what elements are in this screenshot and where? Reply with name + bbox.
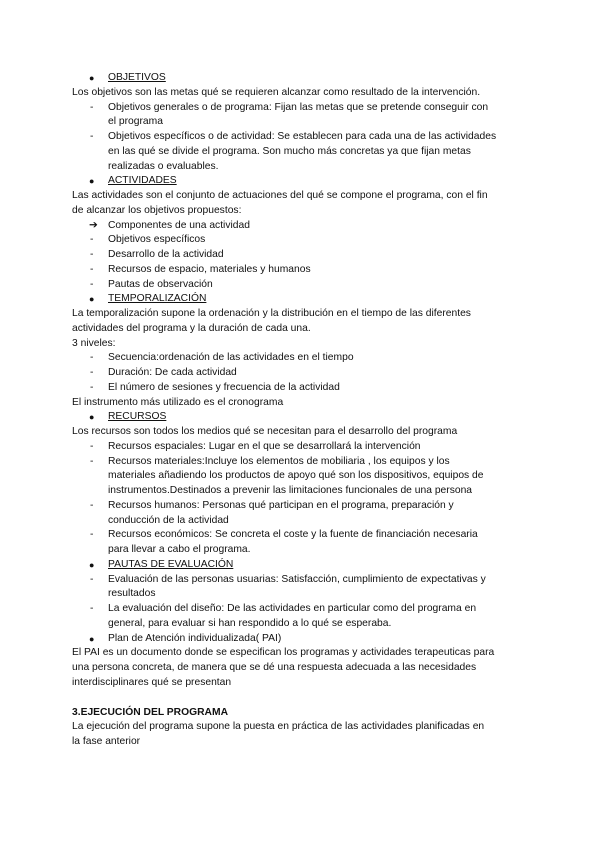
bullet-icon: ● — [89, 294, 95, 305]
bullet-icon: ● — [89, 412, 95, 423]
dash-marker: - — [90, 101, 94, 113]
bullet-icon: ● — [89, 559, 95, 570]
section-title — [72, 292, 532, 307]
list-item-line: La evaluación del diseño: De las actividades en particular como del programa en — [108, 603, 477, 614]
list-item-line: Recursos espaciales: Lugar en el que se desarrollará la intervención — [108, 440, 421, 452]
section-3 — [72, 410, 532, 558]
arrow-icon: ➔ — [89, 219, 98, 231]
section-2 — [72, 292, 532, 410]
list-item — [72, 351, 532, 366]
list-item — [72, 130, 532, 174]
list-item — [72, 440, 532, 455]
paragraph-line: El PAI es un documento donde se especifican los programas y actividades terapeuticas para — [72, 647, 495, 659]
bullet-icon: ● — [89, 176, 95, 187]
section-title-text: ACTIVIDADES — [108, 175, 177, 187]
list-item — [72, 248, 532, 263]
document-body — [72, 71, 532, 750]
section-1 — [72, 174, 532, 292]
paragraph-line: Las actividades son el conjunto de actuaciones del qué se compone el programa, con el fin — [72, 190, 488, 201]
list-item-line: Recursos económicos: Se concreta el coste y la fuente de financiación necesaria — [108, 529, 478, 541]
list-item-line: Evaluación de las personas usuarias: Satisfacción, cumplimiento de expectativas y — [108, 573, 486, 585]
dash-marker: - — [90, 352, 94, 364]
list-item-line: Desarrollo de la actividad — [108, 249, 224, 260]
list-item-line: Recursos materiales:Incluye los elementos de mobiliaria , los equipos y los — [108, 455, 450, 467]
dash-marker: - — [90, 367, 94, 378]
paragraph-line: actividades del programa y la duración de cada una. — [72, 322, 311, 334]
dash-marker: - — [90, 278, 94, 290]
list-item-line: realizadas o evaluables. — [108, 160, 219, 172]
paragraph-line: Los objetivos son las metas qué se requieren alcanzar como resultado de la intervención. — [72, 86, 481, 98]
list-item — [72, 602, 532, 632]
list-item — [72, 233, 532, 248]
list-item-line: Pautas de observación — [108, 278, 213, 290]
list-item-line: instrumentos.Destinados a prevenir las limitaciones funcionales de una persona — [108, 485, 473, 496]
list-item-line: Duración: De cada actividad — [108, 367, 237, 378]
list-item — [72, 219, 532, 234]
list-item — [72, 101, 532, 131]
list-item-line: el programa — [108, 116, 163, 128]
list-item-line: Objetivos específicos o de actividad: Se establecen para cada una de las actividades — [108, 131, 497, 142]
section-title-text: OBJETIVOS — [108, 72, 166, 83]
list-item — [72, 573, 532, 603]
dash-marker: - — [90, 603, 94, 614]
list-item-line: conducción de la actividad — [108, 514, 229, 526]
list-item — [72, 528, 532, 558]
list-item-line: Componentes de una actividad — [108, 219, 250, 231]
list-item — [72, 278, 532, 293]
paragraph-line: La temporalización supone la ordenación y la distribución en el tiempo de las diferentes — [72, 308, 471, 319]
paragraph-line: una persona concreta, de manera que se dé una respuesta adecuada a las necesidades — [72, 662, 477, 673]
paragraph-line: La ejecución del programa supone la puesta en práctica de las actividades planificadas en — [72, 721, 485, 733]
list-item-line: Objetivos generales o de programa: Fijan las metas que se pretende conseguir con — [108, 101, 489, 113]
section-heading: 3.EJECUCIÓN DEL PROGRAMA — [72, 706, 229, 718]
list-item-line: para llevar a cabo el programa. — [108, 544, 251, 555]
dash-marker: - — [90, 131, 94, 142]
paragraph-line: 3 niveles: — [72, 337, 116, 349]
list-item — [72, 263, 532, 278]
paragraph-line: El instrumento más utilizado es el cronograma — [72, 396, 284, 408]
section-title — [72, 71, 532, 86]
dash-marker: - — [90, 263, 94, 275]
list-item-line: Recursos de espacio, materiales y humanos — [108, 263, 311, 275]
list-item-line: en las qué se divide el programa. Son mucho más concretas ya que fijan metas — [108, 145, 471, 157]
dash-marker: - — [90, 249, 94, 260]
list-item-line: El número de sesiones y frecuencia de la actividad — [108, 381, 340, 393]
paragraph-line: Los recursos son todos los medios qué se necesitan para el desarrollo del programa — [72, 426, 458, 437]
list-item-line: materiales añadiendo los productos de apoyo qué son los dispositivos, equipos de — [108, 470, 484, 482]
list-item-line: Secuencia:ordenación de las actividades en el tiempo — [108, 352, 354, 364]
dash-marker: - — [90, 529, 94, 541]
dash-marker: - — [90, 455, 94, 467]
dash-marker: - — [90, 440, 94, 452]
section-4 — [72, 558, 532, 691]
list-item-line: Plan de Atención individualizada( PAI) — [108, 632, 282, 644]
list-item — [72, 381, 532, 396]
bullet-icon: ● — [89, 633, 95, 644]
bullet-icon: ● — [89, 73, 95, 83]
dash-marker: - — [90, 573, 94, 585]
section-title-text: TEMPORALIZACIÓN — [108, 293, 207, 305]
list-item-line: Recursos humanos: Personas qué participan en el programa, preparación y — [108, 499, 454, 511]
list-item — [72, 366, 532, 381]
paragraph-line: interdisciplinares qué se presentan — [72, 676, 232, 688]
list-item-line: resultados — [108, 588, 156, 600]
section-0 — [72, 71, 532, 174]
section-title-text: PAUTAS DE EVALUACIÓN — [108, 558, 234, 570]
dash-marker: - — [90, 499, 94, 511]
section-title — [72, 174, 532, 189]
section-title — [72, 410, 532, 425]
paragraph-line: la fase anterior — [72, 736, 141, 747]
list-item-line: Objetivos específicos — [108, 234, 206, 246]
list-item — [72, 499, 532, 529]
section-title-text: RECURSOS — [108, 411, 167, 423]
section-title — [72, 558, 532, 573]
paragraph-line: de alcanzar los objetivos propuestos: — [72, 204, 242, 216]
list-item — [72, 455, 532, 499]
dash-marker: - — [90, 234, 94, 246]
dash-marker: - — [90, 381, 94, 393]
list-item — [72, 632, 532, 647]
list-item-line: general, para evaluar si han respondido a lo qué se esperaba. — [108, 617, 392, 629]
